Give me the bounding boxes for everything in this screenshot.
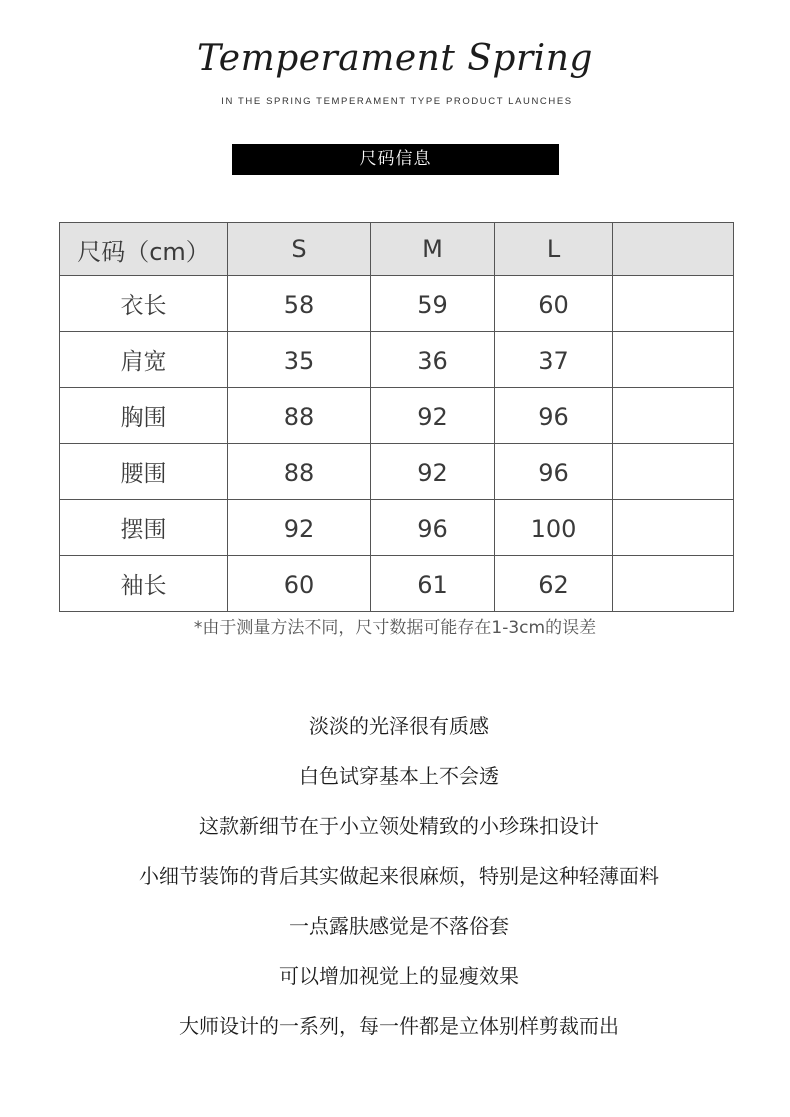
header-size-m: M [371,223,495,276]
table-row [60,444,734,500]
row-label: 腰围 [60,444,228,500]
table-cell: 96 [371,500,495,556]
table-cell [613,388,734,444]
table-cell: 88 [228,388,371,444]
table-cell: 36 [371,332,495,388]
size-table-header-row [60,223,734,276]
table-cell: 62 [495,556,613,612]
table-cell [613,500,734,556]
table-row [60,332,734,388]
header-size-s: S [228,223,371,276]
header-empty [613,223,734,276]
table-cell: 92 [371,388,495,444]
description-line: 大师设计的一系列，每一件都是立体别样剪裁而出 [179,1014,619,1038]
table-cell: 96 [495,388,613,444]
table-cell: 88 [228,444,371,500]
table-cell: 60 [228,556,371,612]
table-cell [613,332,734,388]
table-row [60,556,734,612]
table-cell: 100 [495,500,613,556]
table-cell: 35 [228,332,371,388]
table-cell: 61 [371,556,495,612]
table-row [60,500,734,556]
description-line: 淡淡的光泽很有质感 [309,714,489,738]
header-size-unit: 尺码（cm） [60,223,228,276]
section-title-bar: 尺码信息 [232,144,559,175]
table-row [60,388,734,444]
description-line: 这款新细节在于小立领处精致的小珍珠扣设计 [199,814,599,838]
size-table [59,222,734,612]
table-cell [613,444,734,500]
table-cell: 92 [371,444,495,500]
measurement-note: *由于测量方法不同，尺寸数据可能存在1-3cm的误差 [193,618,597,638]
description-line: 白色试穿基本上不会透 [299,764,499,788]
brand-logo-text: Temperament Spring [197,38,593,79]
table-cell: 96 [495,444,613,500]
table-row [60,276,734,332]
row-label: 袖长 [60,556,228,612]
table-cell: 58 [228,276,371,332]
header-size-l: L [495,223,613,276]
row-label: 衣长 [60,276,228,332]
table-cell [613,556,734,612]
table-cell: 60 [495,276,613,332]
brand-tagline: IN THE SPRING TEMPERAMENT TYPE PRODUCT LAUNCHES [221,96,573,107]
table-cell [613,276,734,332]
description-line: 可以增加视觉上的显瘦效果 [279,964,519,988]
row-label: 摆围 [60,500,228,556]
description-list [0,708,790,1058]
description-line: 小细节装饰的背后其实做起来很麻烦，特别是这种轻薄面料 [139,864,659,888]
table-cell: 92 [228,500,371,556]
row-label: 肩宽 [60,332,228,388]
table-cell: 37 [495,332,613,388]
table-cell: 59 [371,276,495,332]
description-line: 一点露肤感觉是不落俗套 [289,914,509,938]
row-label: 胸围 [60,388,228,444]
